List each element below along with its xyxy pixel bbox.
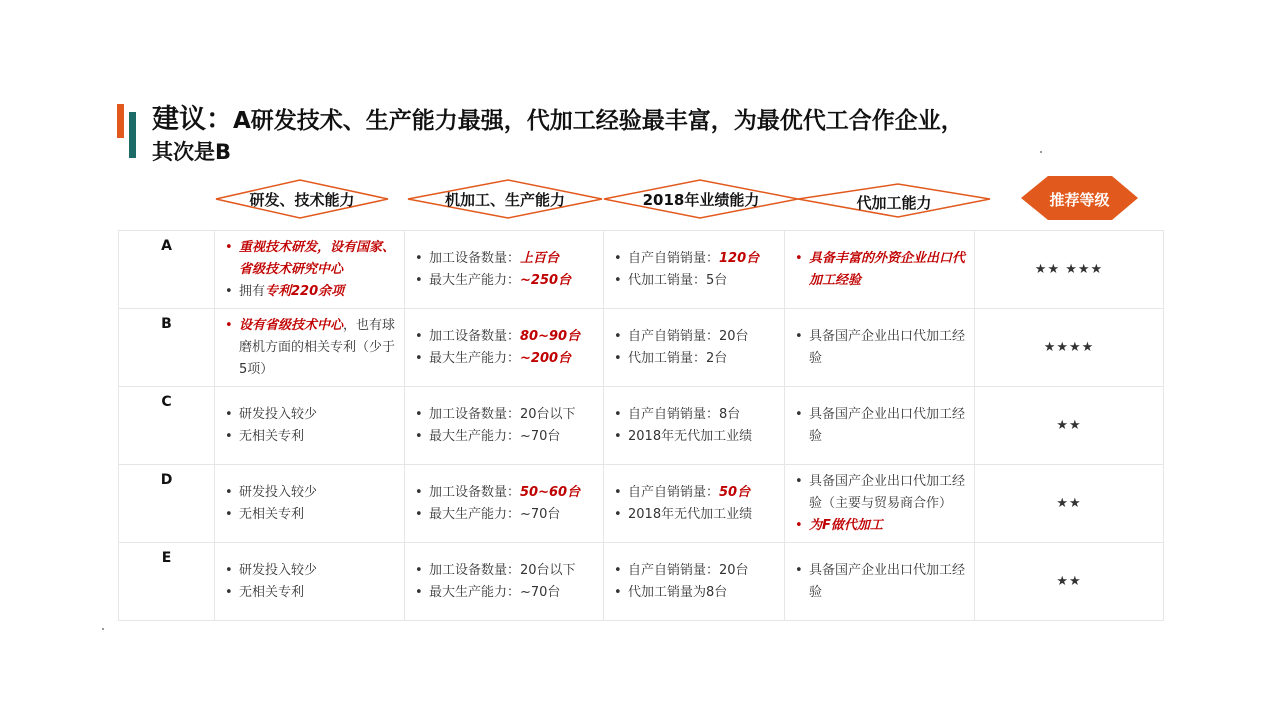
bullet-list <box>614 560 776 604</box>
cell-rd <box>215 231 405 309</box>
bullet-item <box>614 248 776 270</box>
star-rating: ★★ <box>975 387 1164 465</box>
bullet-item <box>795 560 966 604</box>
bullet-list <box>795 560 966 604</box>
emphasis-text: 120台 <box>719 250 760 266</box>
emphasis-text: 专利220余项 <box>265 283 345 299</box>
plain-text: 无相关专利 <box>239 584 305 600</box>
bullet-list <box>225 404 396 448</box>
header-rd: 研发、技术能力 <box>249 191 355 209</box>
cell-production <box>405 387 604 465</box>
cell-rd <box>215 387 405 465</box>
bullet-item <box>795 404 966 448</box>
bullet-item <box>415 348 595 370</box>
plain-text: 无相关专利 <box>239 506 305 522</box>
plain-text: 自产自销销量：20台 <box>628 562 749 578</box>
emphasis-text: 具备丰富的外资企业出口代加工经验 <box>809 250 966 288</box>
bullet-item <box>795 248 966 292</box>
bullet-item <box>614 426 776 448</box>
bullet-item <box>614 348 776 370</box>
plain-text: 最大生产能力： <box>429 272 521 288</box>
emphasis-text: 50~60台 <box>520 484 581 500</box>
bullet-item <box>415 582 595 604</box>
emphasis-text: 50台 <box>719 484 751 500</box>
cell-production <box>405 309 604 387</box>
bullet-item <box>225 315 396 381</box>
plain-text: 最大生产能力： <box>429 350 521 366</box>
cell-oem <box>785 309 975 387</box>
bullet-item <box>225 582 396 604</box>
comparison-table-body <box>119 231 1164 621</box>
star-rating: ★★ <box>975 465 1164 543</box>
bullet-list <box>225 237 396 303</box>
bullet-item <box>415 560 595 582</box>
bullet-item <box>225 237 396 281</box>
bullet-list <box>614 482 776 526</box>
plain-text: 自产自销销量： <box>628 484 720 500</box>
bullet-list <box>614 404 776 448</box>
table-row <box>119 231 1164 309</box>
bullet-list <box>415 404 595 448</box>
emphasis-text: ~200台 <box>520 350 572 366</box>
plain-text: 最大生产能力：~70台 <box>429 428 561 444</box>
cell-production <box>405 231 604 309</box>
bullet-list <box>225 482 396 526</box>
cell-oem <box>785 543 975 621</box>
comparison-table <box>118 230 1164 621</box>
bullet-list <box>415 482 595 526</box>
plain-text: 研发投入较少 <box>239 484 318 500</box>
title-line2: 其次是B <box>152 140 232 164</box>
emphasis-text: 重视技术研发，设有国家、省级技术研究中心 <box>239 239 396 277</box>
company-name: A <box>119 231 215 309</box>
company-name: E <box>119 543 215 621</box>
bullet-item <box>795 515 966 537</box>
cell-rd <box>215 543 405 621</box>
cell-production <box>405 465 604 543</box>
plain-text: 拥有 <box>239 283 266 299</box>
bullet-item <box>614 404 776 426</box>
plain-text: 最大生产能力：~70台 <box>429 506 561 522</box>
plain-text: 具备国产企业出口代加工经验（主要与贸易商合作） <box>809 473 966 511</box>
star-rating: ★★ ★★★ <box>975 231 1164 309</box>
emphasis-text: 设有省级技术中心 <box>239 317 344 333</box>
plain-text: 加工设备数量： <box>429 328 521 344</box>
bullet-item <box>225 404 396 426</box>
bullet-list <box>614 326 776 370</box>
bullet-item <box>225 482 396 504</box>
header-rating: 推荐等级 <box>1049 191 1110 209</box>
plain-text: 研发投入较少 <box>239 406 318 422</box>
plain-text: 自产自销销量：8台 <box>628 406 741 422</box>
bullet-list <box>795 404 966 448</box>
plain-text: 2018年无代加工业绩 <box>628 506 753 522</box>
plain-text: 具备国产企业出口代加工经验 <box>809 562 966 600</box>
bullet-item <box>225 426 396 448</box>
bullet-list <box>225 315 396 381</box>
plain-text: 自产自销销量： <box>628 250 720 266</box>
cell-rd <box>215 465 405 543</box>
company-name: B <box>119 309 215 387</box>
bullet-list <box>795 248 966 292</box>
cell-performance <box>604 465 785 543</box>
bullet-list <box>225 560 396 604</box>
title-lead: 建议： <box>152 104 233 135</box>
cell-production <box>405 543 604 621</box>
bullet-item <box>614 482 776 504</box>
bullet-item <box>614 582 776 604</box>
emphasis-text: 80~90台 <box>520 328 581 344</box>
plain-text: 研发投入较少 <box>239 562 318 578</box>
plain-text: 2018年无代加工业绩 <box>628 428 753 444</box>
header-prod: 机加工、生产能力 <box>444 191 565 209</box>
bullet-item <box>614 504 776 526</box>
bullet-item <box>614 326 776 348</box>
star-rating: ★★★★ <box>975 309 1164 387</box>
plain-text: 具备国产企业出口代加工经验 <box>809 406 966 444</box>
cell-oem <box>785 465 975 543</box>
cell-performance <box>604 231 785 309</box>
bullet-list <box>614 248 776 292</box>
bullet-list <box>795 471 966 537</box>
stray-dot <box>102 628 104 630</box>
cell-rd <box>215 309 405 387</box>
plain-text: 加工设备数量：20台以下 <box>429 406 576 422</box>
cell-performance <box>604 309 785 387</box>
emphasis-text: 为F做代加工 <box>809 517 883 533</box>
company-name: D <box>119 465 215 543</box>
bullet-item <box>614 270 776 292</box>
plain-text: 代加工销量：2台 <box>628 350 728 366</box>
emphasis-text: 上百台 <box>520 250 560 266</box>
plain-text: 最大生产能力：~70台 <box>429 584 561 600</box>
plain-text: 无相关专利 <box>239 428 305 444</box>
bullet-item <box>795 326 966 370</box>
bullet-item <box>415 248 595 270</box>
bullet-item <box>415 426 595 448</box>
plain-text: ，也有球磨机方面的相关专利（少于5项） <box>239 317 396 377</box>
company-name: C <box>119 387 215 465</box>
emphasis-text: ~250台 <box>520 272 572 288</box>
cell-performance <box>604 543 785 621</box>
star-rating: ★★ <box>975 543 1164 621</box>
cell-oem <box>785 387 975 465</box>
table-row <box>119 543 1164 621</box>
plain-text: 具备国产企业出口代加工经验 <box>809 328 966 366</box>
cell-oem <box>785 231 975 309</box>
column-headers <box>0 0 1280 240</box>
bullet-item <box>415 326 595 348</box>
plain-text: 代加工销量：5台 <box>628 272 728 288</box>
table-row <box>119 465 1164 543</box>
bullet-item <box>415 270 595 292</box>
cell-performance <box>604 387 785 465</box>
bullet-item <box>795 471 966 515</box>
plain-text: 代加工销量为8台 <box>628 584 728 600</box>
bullet-item <box>415 504 595 526</box>
title-line1: A研发技术、生产能力最强，代加工经验最丰富，为最优代工合作企业， <box>233 108 964 134</box>
plain-text: 加工设备数量： <box>429 484 521 500</box>
table-row <box>119 309 1164 387</box>
bullet-item <box>225 560 396 582</box>
bullet-item <box>415 482 595 504</box>
bullet-list <box>795 326 966 370</box>
header-perf: 2018年业绩能力 <box>642 191 760 209</box>
bullet-item <box>225 281 396 303</box>
bullet-item <box>415 404 595 426</box>
table-row <box>119 387 1164 465</box>
bullet-list <box>415 560 595 604</box>
plain-text: 自产自销销量：20台 <box>628 328 749 344</box>
bullet-item <box>614 560 776 582</box>
plain-text: 加工设备数量： <box>429 250 521 266</box>
plain-text: 加工设备数量：20台以下 <box>429 562 576 578</box>
bullet-list <box>415 248 595 292</box>
bullet-item <box>225 504 396 526</box>
bullet-list <box>415 326 595 370</box>
stray-dot <box>1040 151 1042 153</box>
header-oem: 代加工能力 <box>856 194 932 212</box>
